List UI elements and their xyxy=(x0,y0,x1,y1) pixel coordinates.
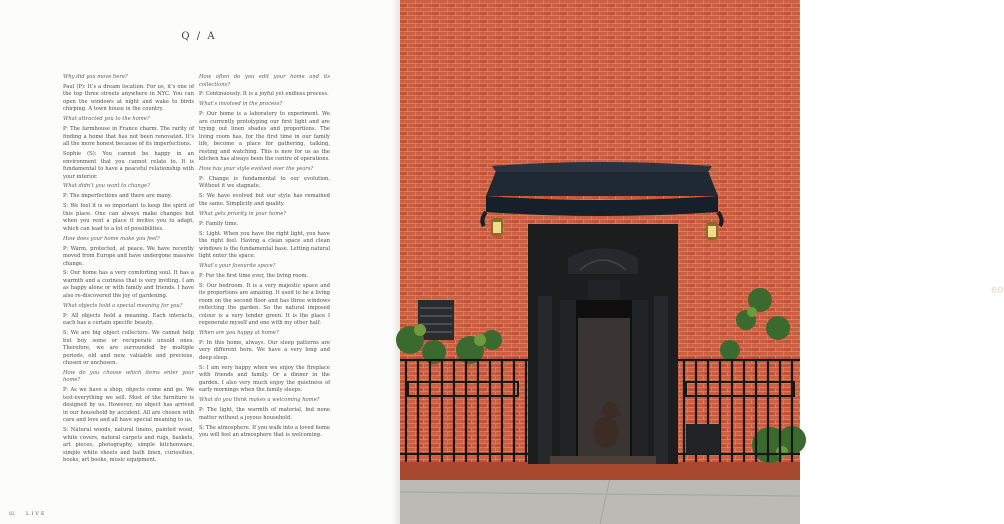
interview-answer: S: Our bedroom. It is a very majestic space and its proportions are amazing. It used to be a living room on the second floor and has three windows reflecting the garden. So the natural imposed colour is a very tender green. It is the place I regenerate myself and one with my other half. xyxy=(199,282,330,327)
interview-column-left xyxy=(63,74,194,467)
interview-question: What didn’t you want to change? xyxy=(63,183,150,190)
interview-answer: P: Our home is a laboratory to experiment. We are currently prototyping our first light and are trying out linen shades and proportions. The living room has, for the first time in our family life, become a place for gathering, talking, resting and watching. This is new for us as the kitchen has always been the centre of operations. xyxy=(199,111,330,163)
interview-answer: S: Our home has a very comforting soul. It has a warmth and a coziness that is very inviting. I am as happy alone or with family and friends. I have also re-discovered the joy of gardening. xyxy=(63,270,194,299)
interview-answer: P: All objects hold a meaning. Each interacts, each has a certain specific beauty. xyxy=(63,312,194,327)
interview-question: What’s your favourite space? xyxy=(199,262,276,269)
interview-question: What objects hold a special meaning for you? xyxy=(63,302,183,309)
interview-question: How does your home make you feel? xyxy=(63,235,160,242)
interview-answer: P: Change is fundamental to our evolution. Without it we stagnate. xyxy=(199,175,330,190)
interview-question: How has your style evolved over the years? xyxy=(199,166,314,173)
interview-answer: P: Family time. xyxy=(199,220,239,227)
interview-answer: P: For the first time ever, the living room. xyxy=(199,272,309,279)
interview-answer: S: We feel it is so important to keep the spirit of this place. One can always make changes but when you rent a place it invites you to adapt, which can lead to a lot of possibilities. xyxy=(63,203,194,232)
interview-question: What gets priority in your home? xyxy=(199,210,287,217)
interview-question: What attracted you to the home? xyxy=(63,116,150,123)
interview-answer: Sophie (S): You cannot be happy in an environment that you cannot relate to. It is fundamental to have a peaceful relationship with your interior. xyxy=(63,151,194,180)
brick-facade-illustration xyxy=(400,0,800,524)
interview-answer: P: The light, the warmth of material, but none matter without a joyous household. xyxy=(199,407,330,421)
interview-answer: S: Natural woods, natural linens, painted wood, white covers, natural carpets and rugs, baskets, art pieces, photography, simple kitchenware, simple white sheets and bath linen, curiosities, books, art books, music equipment. xyxy=(63,427,194,464)
book-gutter xyxy=(392,0,400,524)
interview-answer: S: We are big object collectors. We cannot help but buy some or recuperate unsold ones. Therefore, we are surrounded by multiple periods, old and new, valuable and precious, chosen or unchosen. xyxy=(63,330,194,367)
interview-answer: P: In this home, always. Our sleep patterns are very different here. We have a very long and deep sleep. xyxy=(199,339,330,361)
page-number: 82 xyxy=(9,512,15,517)
interview-column-right xyxy=(199,74,330,442)
interview-answer: S: Light. When you have the right light, you have the right feel. Having a clean space and clean windows is the fundamental base. Letting natural light enter the space. xyxy=(199,230,330,260)
interview-question: How do you choose which items enter your home? xyxy=(63,369,194,384)
interview-question: What’s involved in the process? xyxy=(199,101,283,108)
interview-answer: S: I am very happy when we enjoy the fireplace with friends and family. Or a dinner in the garden. I also very much enjoy the quietness of early mornings when the family sleeps. xyxy=(199,364,330,394)
interview-answer: S: We have evolved but our style has remained the same. Simplicity and quality. xyxy=(199,193,330,207)
interview-answer: P: The farmhouse in France charm. The rarity of finding a home that has not been renovated. It’s all the more honest because of its imperfections. xyxy=(63,126,194,148)
section-runner: LIVE xyxy=(26,511,47,517)
interview-answer: Paul (P): It’s a dream location. For us, it’s one of the top three streets anywhere in NYC. You can open the windows at night and wake to birds chirping. A town house in the country. xyxy=(63,83,194,113)
interview-answer: P: As we have a shop, objects come and go. We test-everything we sell. Most of the furniture is designed by us. However, no object has arrived in our household by accident. All are chosen with care and love and all have special meaning to us. xyxy=(63,387,194,424)
left-page xyxy=(0,0,398,524)
storefront-photo xyxy=(400,0,1004,524)
house-number: 60 xyxy=(991,286,1004,296)
interview-answer: S: The atmosphere. If you walk into a loved home you will feel an atmosphere that is welcoming. xyxy=(199,424,330,439)
interview-answer: P: The imperfections and there are many. xyxy=(63,193,172,200)
interview-question: What do you think makes a welcoming home? xyxy=(199,397,320,404)
interview-answer: P: Warm, protected, at peace. We have recently moved from Europe and have undergone massive change. xyxy=(63,245,194,267)
interview-question: How often do you edit your home and its collections? xyxy=(199,74,330,88)
interview-question: When are you happy at home? xyxy=(199,330,279,337)
page-title: Q / A xyxy=(181,31,217,42)
interview-answer: P: Continuously. It is a joyful yet endless process. xyxy=(199,91,329,98)
interview-question: Why did you move here? xyxy=(63,74,128,80)
